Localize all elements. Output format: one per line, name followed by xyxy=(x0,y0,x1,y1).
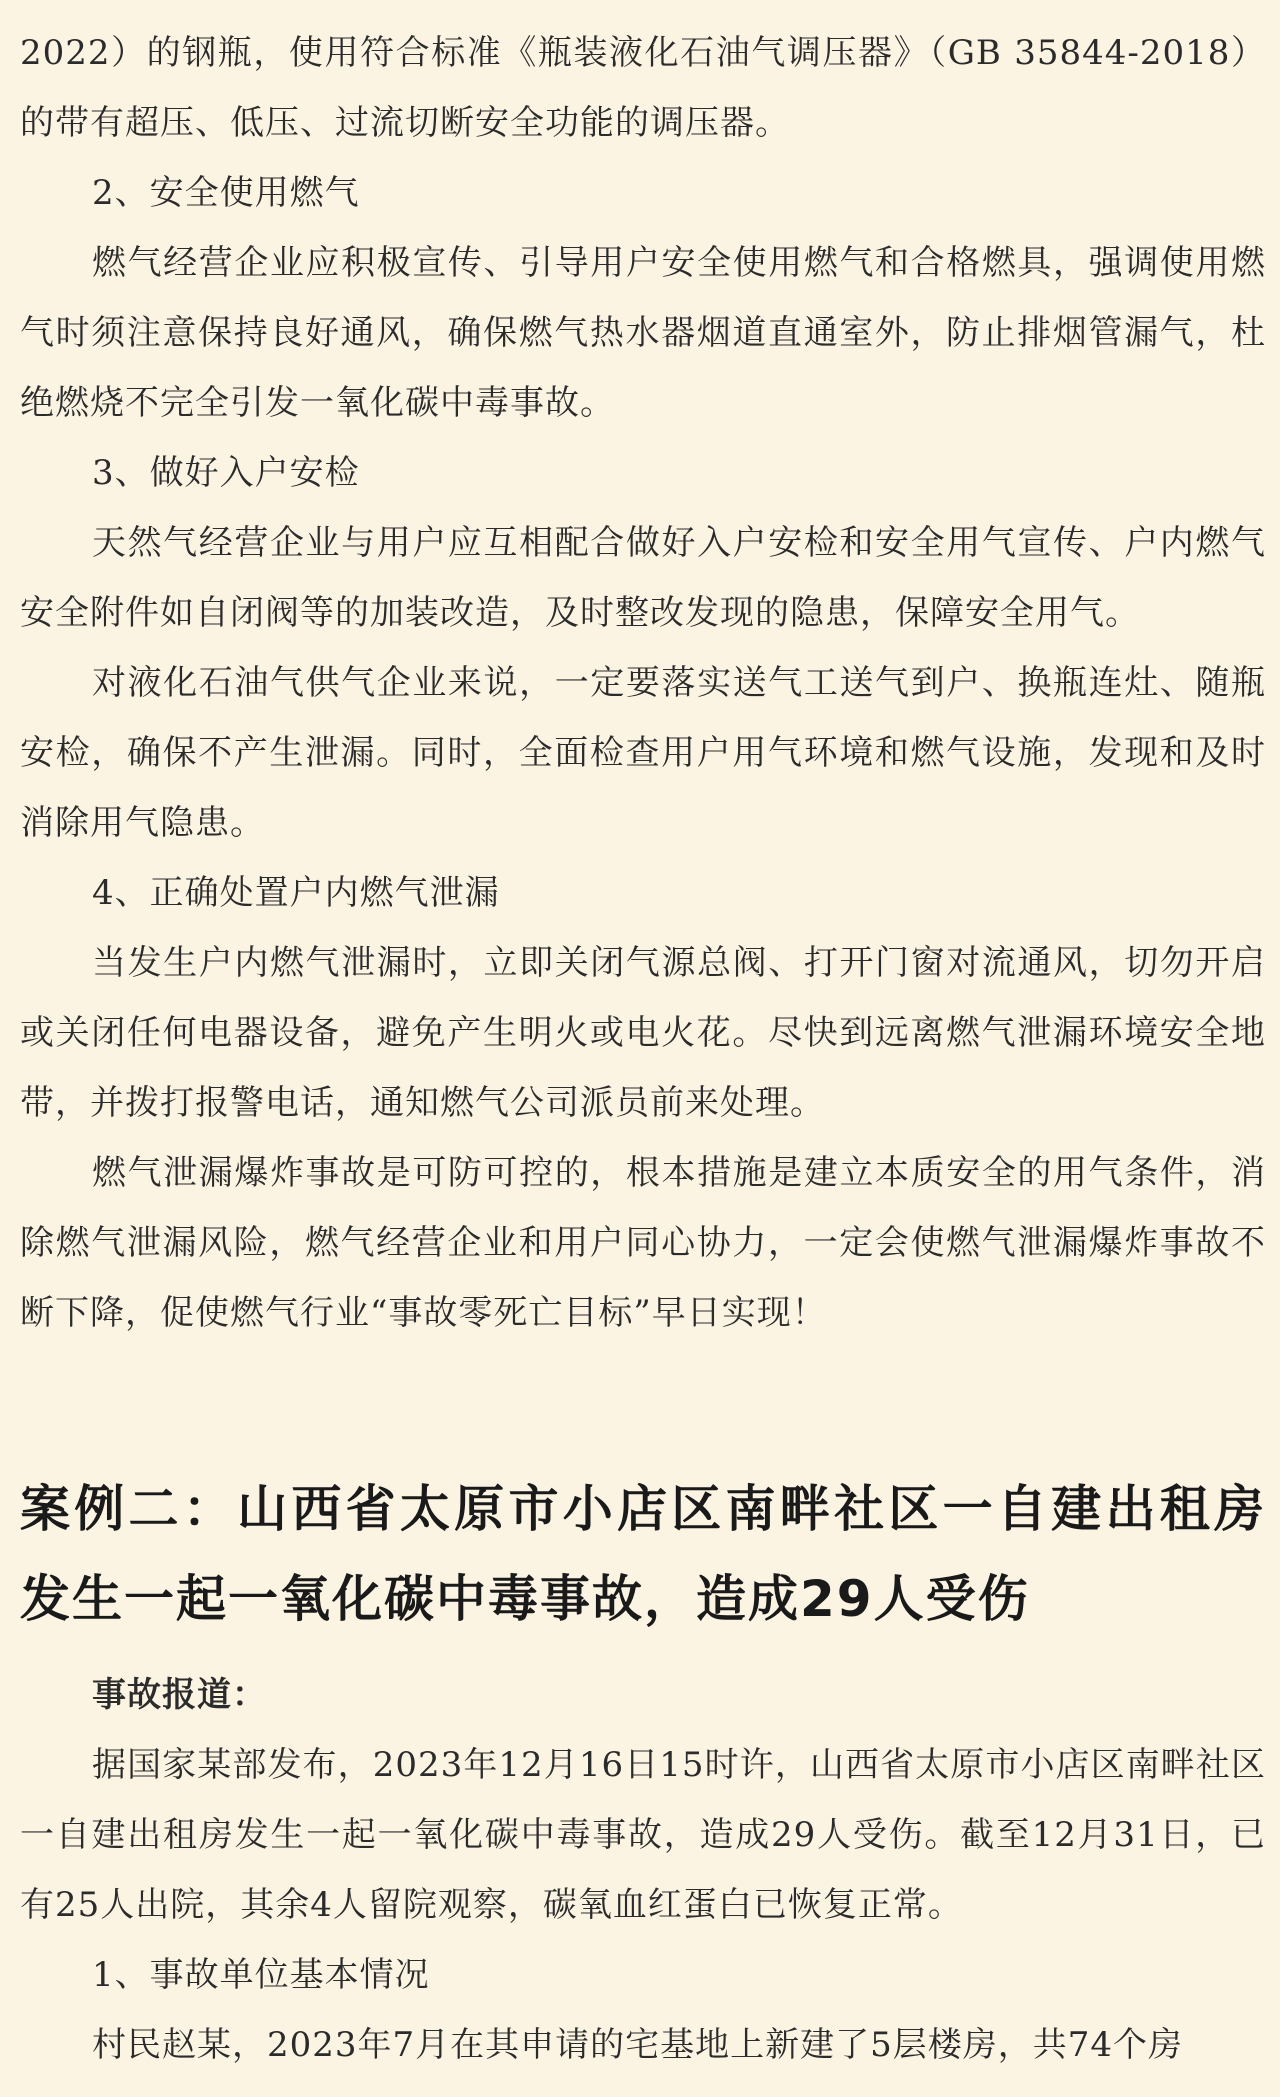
report-text: 据国家某部发布，2023年12月16日15时许，山西省太原市小店区南畔社区一自建出租房发生一起一氧化碳中毒事故，造成29人受伤。截至12月31日，已有25人出院，其余4人留院观察，碳氧血红蛋白已恢复正常。 xyxy=(20,1745,1266,1925)
conclusion-paragraph: 燃气泄漏爆炸事故是可防可控的，根本措施是建立本质安全的用气条件，消除燃气泄漏风险，燃气经营企业和用户同心协力，一定会使燃气泄漏爆炸事故不断下降，促使燃气行业“事故零死亡目标”早日实现！ xyxy=(20,1153,1266,1333)
item-4-text: 当发生户内燃气泄漏时，立即关闭气源总阀、打开门窗对流通风，切勿开启或关闭任何电器设备，避免产生明火或电火花。尽快到远离燃气泄漏环境安全地带，并拨打报警电话，通知燃气公司派员前来处理。 xyxy=(20,943,1266,1123)
item-2-title: 2、安全使用燃气 xyxy=(92,173,360,213)
case-2-item-1-text: 村民赵某，2023年7月在其申请的宅基地上新建了5层楼房，共74个房 xyxy=(92,2025,1184,2065)
report-label: 事故报道： xyxy=(92,1675,267,1715)
case-2-item-1-title: 1、事故单位基本情况 xyxy=(92,1955,430,1995)
item-4-title: 4、正确处置户内燃气泄漏 xyxy=(92,873,500,913)
paragraph-regulator-standard: 2022）的钢瓶，使用符合标准《瓶装液化石油气调压器》（GB 35844-2018）的带有超压、低压、过流切断安全功能的调压器。 xyxy=(20,33,1266,143)
item-3-text-2: 对液化石油气供气企业来说，一定要落实送气工送气到户、换瓶连灶、随瓶安检，确保不产生泄漏。同时，全面检查用户用气环境和燃气设施，发现和及时消除用气隐患。 xyxy=(20,663,1266,843)
item-3-title: 3、做好入户安检 xyxy=(92,453,360,493)
item-2-text: 燃气经营企业应积极宣传、引导用户安全使用燃气和合格燃具，强调使用燃气时须注意保持良好通风，确保燃气热水器烟道直通室外，防止排烟管漏气，杜绝燃烧不完全引发一氧化碳中毒事故。 xyxy=(20,243,1266,423)
case-2-heading: 案例二：山西省太原市小店区南畔社区一自建出租房发生一起一氧化碳中毒事故，造成29人受伤 xyxy=(20,1480,1266,1628)
item-3-text-1: 天然气经营企业与用户应互相配合做好入户安检和安全用气宣传、户内燃气安全附件如自闭阀等的加装改造，及时整改发现的隐患，保障安全用气。 xyxy=(20,523,1266,633)
